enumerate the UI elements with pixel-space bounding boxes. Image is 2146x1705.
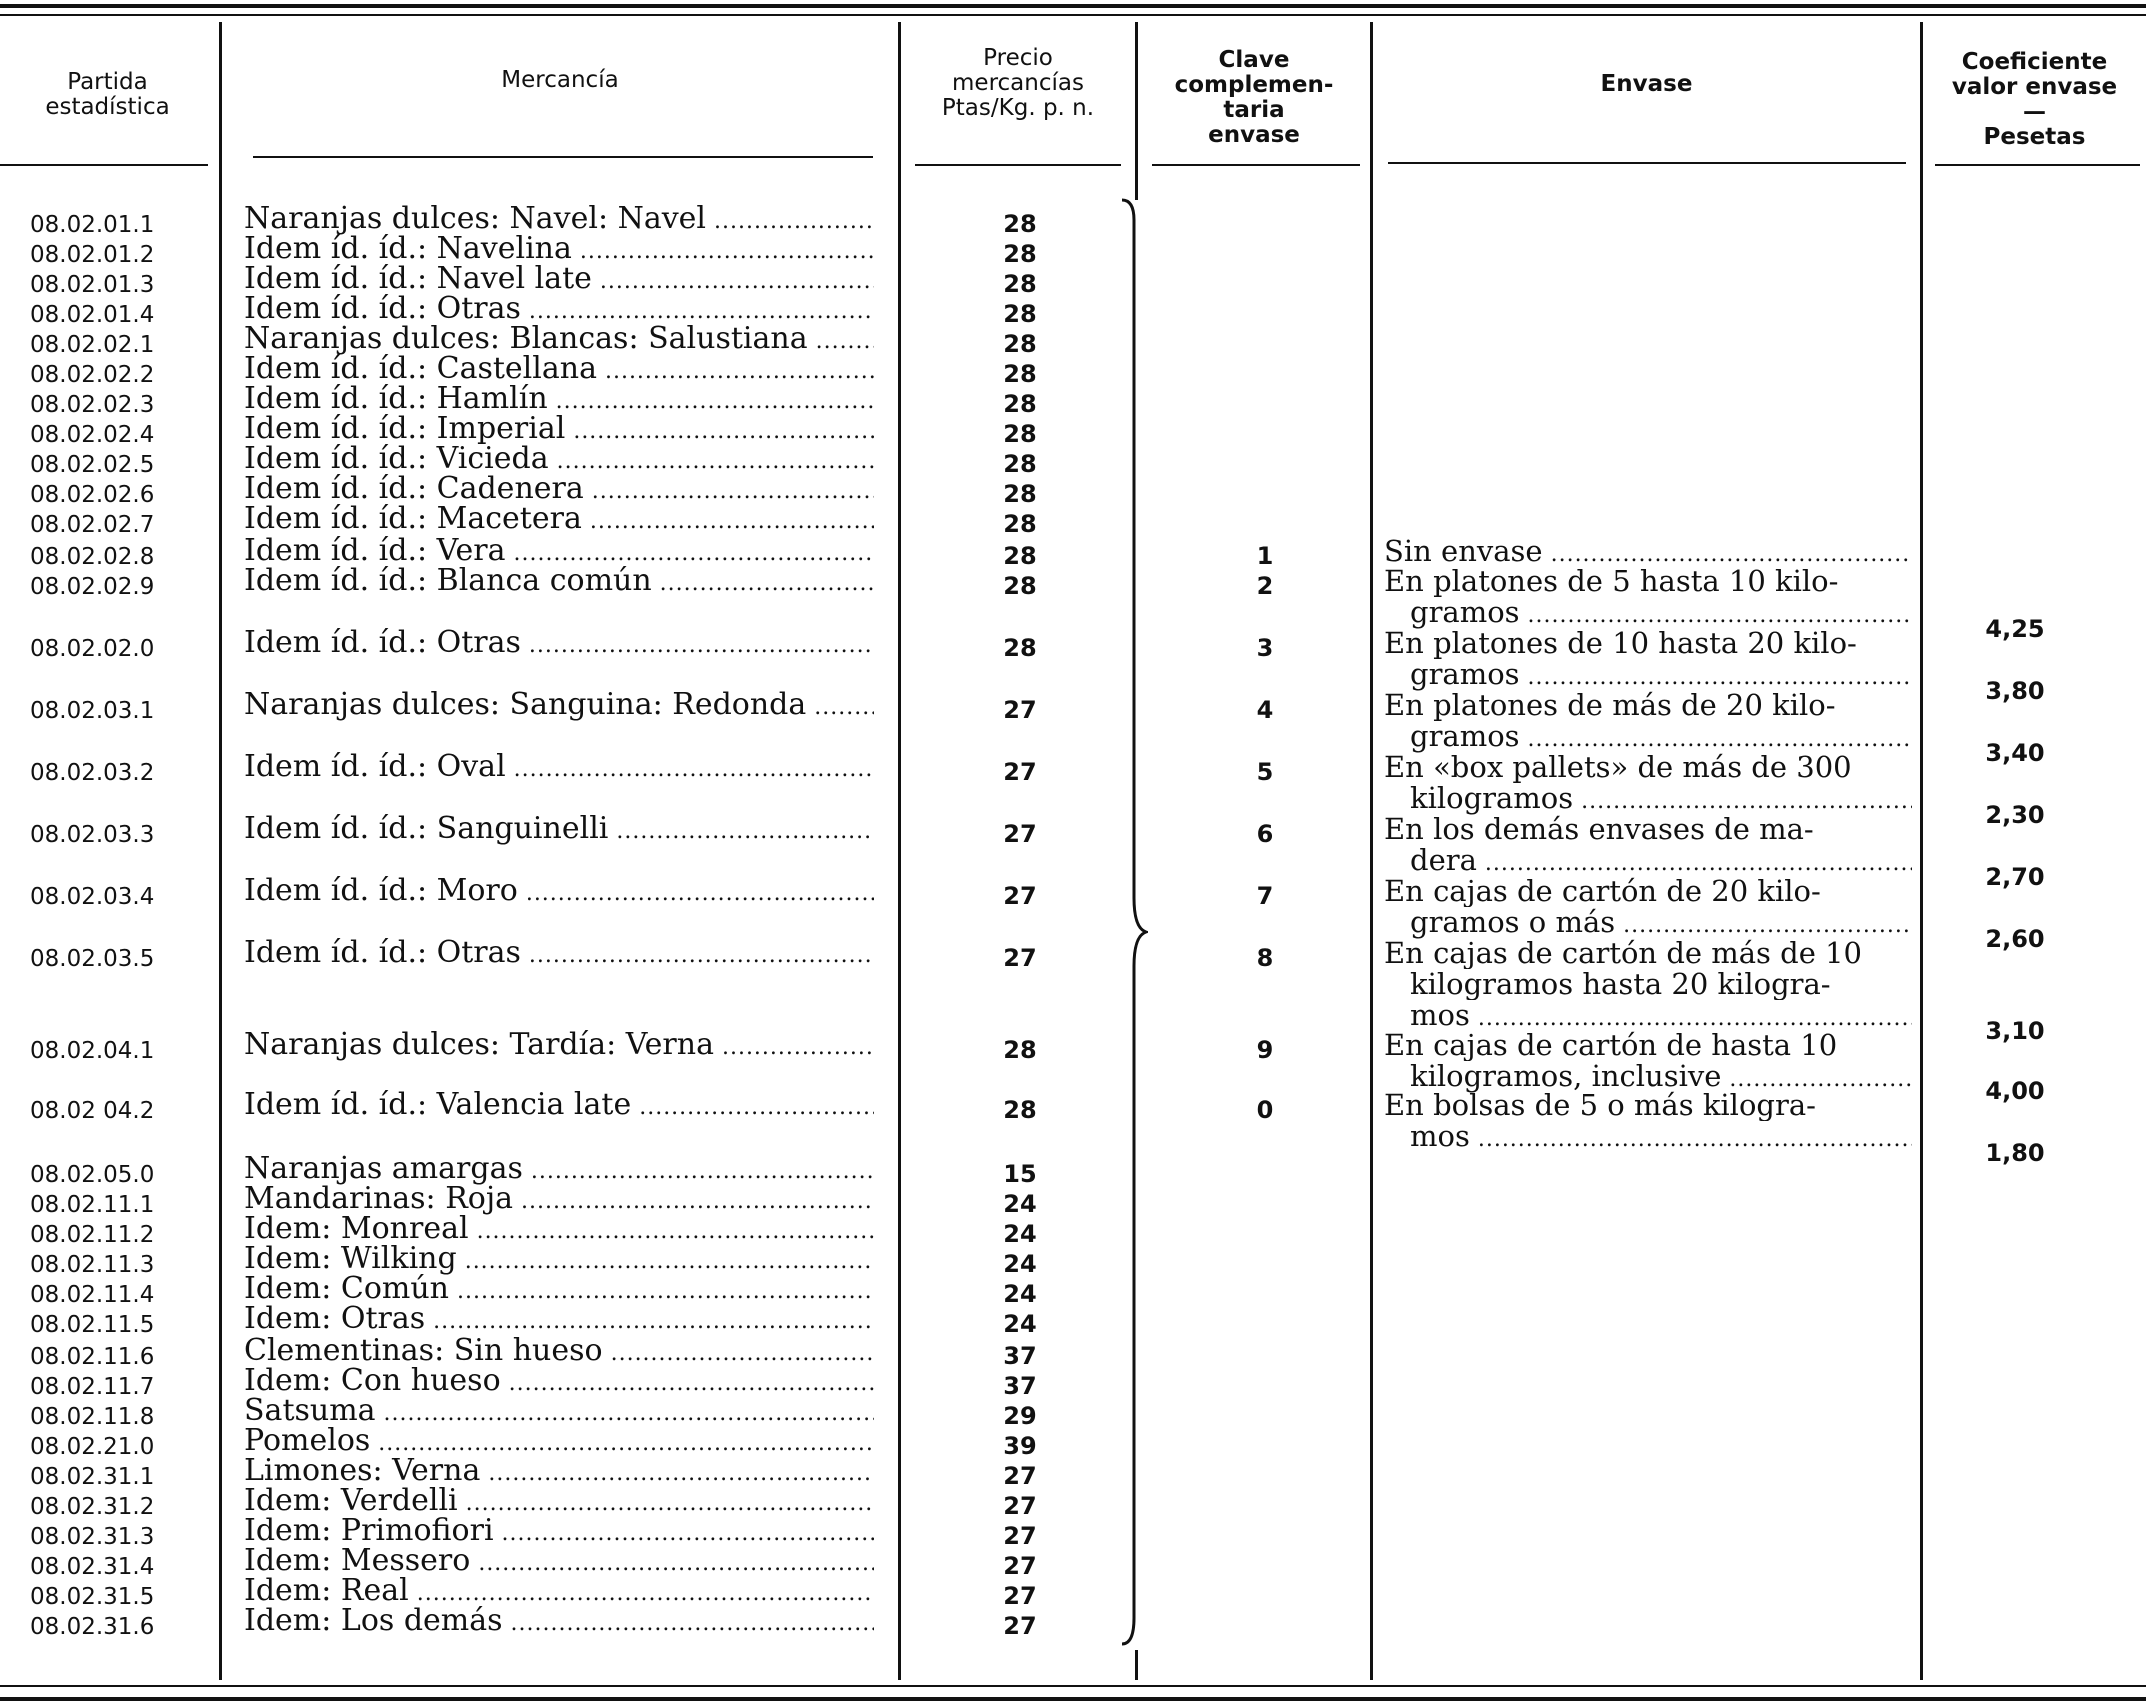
header-underline-partida	[0, 164, 208, 166]
precio-cell: 27	[1003, 1552, 1037, 1580]
header-precio-line: Ptas/Kg. p. n.	[941, 95, 1095, 121]
header-coeficiente-line: valor envase	[1951, 74, 2118, 100]
mercancia-cell: Idem íd. íd.: Navelina .....	[244, 234, 874, 267]
partida-cell: 08.02.01.2	[30, 242, 155, 268]
mercancia-cell: Idem: Verdelli .....	[244, 1486, 874, 1519]
coeficiente-cell: 2,60	[1985, 925, 2045, 953]
precio-cell: 37	[1003, 1372, 1037, 1400]
header-precio	[901, 46, 1135, 121]
brace-icon	[1118, 198, 1148, 1648]
clave-cell: 6	[1256, 820, 1274, 848]
precio-cell: 28	[1003, 330, 1037, 358]
mercancia-cell: Idem: Común .....	[244, 1274, 874, 1307]
envase-line: kilogramos .....	[1410, 783, 1912, 817]
precio-cell: 24	[1003, 1220, 1037, 1248]
coeficiente-cell: 3,40	[1985, 739, 2045, 767]
header-envase	[1373, 72, 1920, 97]
precio-cell: 28	[1003, 300, 1037, 328]
coeficiente-cell: 2,30	[1985, 801, 2045, 829]
header-coeficiente-line: —	[2023, 99, 2046, 125]
precio-cell: 28	[1003, 210, 1037, 238]
mercancia-cell: Idem íd. íd.: Hamlín .....	[244, 384, 874, 417]
partida-cell: 08.02 04.2	[30, 1098, 155, 1124]
mercancia-cell: Naranjas dulces: Navel: Navel .....	[244, 204, 874, 237]
envase-line: En bolsas de 5 o más kilogra-	[1384, 1090, 1816, 1121]
precio-cell: 29	[1003, 1402, 1037, 1430]
header-coeficiente-line: Coeficiente	[1961, 49, 2108, 75]
clave-cell: 3	[1256, 634, 1274, 662]
partida-cell: 08.02.01.3	[30, 272, 155, 298]
mercancia-cell: Idem íd. íd.: Sanguinelli .....	[244, 814, 874, 847]
partida-cell: 08.02.11.8	[30, 1404, 155, 1430]
envase-line: En platones de más de 20 kilo-	[1384, 690, 1836, 721]
partida-cell: 08.02.02.5	[30, 452, 155, 478]
mercancia-cell: Idem íd. íd.: Cadenera .....	[244, 474, 874, 507]
partida-cell: 08.02.02.0	[30, 636, 155, 662]
clave-cell: 8	[1256, 944, 1274, 972]
partida-cell: 08.02.31.4	[30, 1554, 155, 1580]
partida-cell: 08.02.11.4	[30, 1282, 155, 1308]
mercancia-cell: Mandarinas: Roja .....	[244, 1184, 874, 1217]
mercancia-cell: Idem: Con hueso .....	[244, 1366, 874, 1399]
partida-cell: 08.02.31.2	[30, 1494, 155, 1520]
envase-line: gramos .....	[1410, 659, 1912, 693]
envase-line: dera .....	[1410, 845, 1912, 879]
precio-cell: 37	[1003, 1342, 1037, 1370]
precio-cell: 27	[1003, 944, 1037, 972]
mercancia-cell: Idem íd. íd.: Valencia late .....	[244, 1090, 874, 1123]
header-coeficiente-line: Pesetas	[1983, 124, 2086, 150]
mercancia-cell: Idem: Los demás .....	[244, 1606, 874, 1639]
mercancia-cell: Satsuma .....	[244, 1396, 874, 1429]
mercancia-cell: Idem íd. íd.: Blanca común .....	[244, 566, 874, 599]
mercancia-cell: Limones: Verna .....	[244, 1456, 874, 1489]
precio-cell: 28	[1003, 480, 1037, 508]
partida-cell: 08.02.11.6	[30, 1344, 155, 1370]
mercancia-cell: Idem íd. íd.: Oval .....	[244, 752, 874, 785]
partida-cell: 08.02.02.2	[30, 362, 155, 388]
partida-cell: 08.02.02.4	[30, 422, 155, 448]
partida-cell: 08.02.11.7	[30, 1374, 155, 1400]
clave-cell: 0	[1256, 1096, 1274, 1124]
precio-cell: 27	[1003, 1582, 1037, 1610]
header-mercancia	[222, 68, 898, 93]
precio-cell: 27	[1003, 758, 1037, 786]
clave-cell: 2	[1256, 572, 1274, 600]
partida-cell: 08.02.02.7	[30, 512, 155, 538]
mercancia-cell: Naranjas amargas .....	[244, 1154, 874, 1187]
envase-line: mos .....	[1410, 1000, 1912, 1034]
envase-line: En platones de 5 hasta 10 kilo-	[1384, 566, 1839, 597]
mercancia-cell: Pomelos .....	[244, 1426, 874, 1459]
mercancia-cell: Clementinas: Sin hueso .....	[244, 1336, 874, 1369]
partida-cell: 08.02.04.1	[30, 1038, 155, 1064]
mercancia-cell: Idem: Wilking .....	[244, 1244, 874, 1277]
partida-cell: 08.02.31.5	[30, 1584, 155, 1610]
header-clave-line: taria	[1223, 97, 1285, 123]
precio-cell: 24	[1003, 1250, 1037, 1278]
top-rule-thin	[0, 14, 2146, 16]
precio-cell: 27	[1003, 882, 1037, 910]
mercancia-cell: Idem íd. íd.: Otras .....	[244, 294, 874, 327]
header-underline-coeficiente	[1935, 164, 2140, 166]
partida-cell: 08.02.03.3	[30, 822, 155, 848]
envase-line: En los demás envases de ma-	[1384, 814, 1814, 845]
partida-cell: 08.02.02.9	[30, 574, 155, 600]
precio-cell: 27	[1003, 696, 1037, 724]
header-clave-line: Clave	[1218, 47, 1290, 73]
partida-cell: 08.02.21.0	[30, 1434, 155, 1460]
partida-cell: 08.02.11.1	[30, 1192, 155, 1218]
coeficiente-cell: 4,25	[1985, 615, 2045, 643]
partida-cell: 08.02.01.1	[30, 212, 155, 238]
precio-cell: 27	[1003, 1612, 1037, 1640]
precio-cell: 28	[1003, 542, 1037, 570]
partida-cell: 08.02.11.3	[30, 1252, 155, 1278]
partida-cell: 08.02.03.5	[30, 946, 155, 972]
clave-cell: 1	[1256, 542, 1274, 570]
precio-cell: 27	[1003, 820, 1037, 848]
partida-cell: 08.02.11.5	[30, 1312, 155, 1338]
partida-cell: 08.02.03.2	[30, 760, 155, 786]
mercancia-cell: Idem: Real .....	[244, 1576, 874, 1609]
column-divider-4	[1370, 22, 1373, 1680]
precio-cell: 24	[1003, 1310, 1037, 1338]
envase-line: mos .....	[1410, 1121, 1912, 1155]
precio-cell: 28	[1003, 510, 1037, 538]
partida-cell: 08.02.02.8	[30, 544, 155, 570]
bottom-rule-thin	[0, 1685, 2146, 1687]
coeficiente-cell: 2,70	[1985, 863, 2045, 891]
header-partida-line: Partida	[67, 69, 148, 95]
mercancia-cell: Idem íd. íd.: Imperial .....	[244, 414, 874, 447]
precio-cell: 27	[1003, 1522, 1037, 1550]
precio-cell: 15	[1003, 1160, 1037, 1188]
partida-cell: 08.02.03.1	[30, 698, 155, 724]
header-precio-line: Precio	[983, 45, 1053, 71]
envase-line: gramos .....	[1410, 597, 1912, 631]
header-clave-line: complemen-	[1174, 72, 1334, 98]
precio-cell: 28	[1003, 634, 1037, 662]
precio-cell: 24	[1003, 1280, 1037, 1308]
column-divider-2	[898, 22, 901, 1680]
mercancia-cell: Idem íd. íd.: Otras .....	[244, 938, 874, 971]
coeficiente-cell: 3,80	[1985, 677, 2045, 705]
envase-line: En cajas de cartón de más de 10	[1384, 938, 1863, 969]
mercancia-cell: Idem: Monreal .....	[244, 1214, 874, 1247]
mercancia-cell: Idem íd. íd.: Vera .....	[244, 536, 874, 569]
precio-cell: 28	[1003, 572, 1037, 600]
column-divider-1	[219, 22, 222, 1680]
partida-cell: 08.02.02.6	[30, 482, 155, 508]
envase-line: En cajas de cartón de 20 kilo-	[1384, 876, 1821, 907]
precio-cell: 39	[1003, 1432, 1037, 1460]
envase-line: Sin envase .....	[1384, 536, 1912, 570]
column-divider-3-lower	[1135, 1650, 1138, 1680]
header-mercancia-label: Mercancía	[501, 67, 619, 93]
precio-cell: 28	[1003, 420, 1037, 448]
partida-cell: 08.02.31.6	[30, 1614, 155, 1640]
clave-cell: 5	[1256, 758, 1274, 786]
partida-cell: 08.02.02.3	[30, 392, 155, 418]
top-rule-thick	[0, 4, 2146, 8]
partida-cell: 08.02.05.0	[30, 1162, 155, 1188]
header-clave	[1138, 48, 1370, 148]
precio-cell: 28	[1003, 360, 1037, 388]
precio-cell: 28	[1003, 390, 1037, 418]
header-underline-clave	[1152, 164, 1360, 166]
envase-line: kilogramos, inclusive .....	[1410, 1061, 1912, 1095]
mercancia-cell: Naranjas dulces: Sanguina: Redonda .....	[244, 690, 874, 723]
mercancia-cell: Naranjas dulces: Tardía: Verna .....	[244, 1030, 874, 1063]
clave-cell: 9	[1256, 1036, 1274, 1064]
precio-cell: 28	[1003, 270, 1037, 298]
precio-cell: 28	[1003, 240, 1037, 268]
envase-line: kilogramos hasta 20 kilogra-	[1410, 969, 1831, 1000]
partida-cell: 08.02.02.1	[30, 332, 155, 358]
bottom-rule-thick	[0, 1697, 2146, 1701]
precio-cell: 28	[1003, 1036, 1037, 1064]
mercancia-cell: Idem íd. íd.: Castellana .....	[244, 354, 874, 387]
mercancia-cell: Idem: Otras .....	[244, 1304, 874, 1337]
mercancia-cell: Idem íd. íd.: Macetera .....	[244, 504, 874, 537]
precio-cell: 27	[1003, 1492, 1037, 1520]
clave-cell: 7	[1256, 882, 1274, 910]
coeficiente-cell: 1,80	[1985, 1139, 2045, 1167]
clave-cell: 4	[1256, 696, 1274, 724]
header-underline-mercancia	[253, 156, 873, 158]
header-precio-line: mercancías	[952, 70, 1084, 96]
mercancia-cell: Idem: Primofiori .....	[244, 1516, 874, 1549]
envase-line: gramos .....	[1410, 721, 1912, 755]
partida-cell: 08.02.01.4	[30, 302, 155, 328]
envase-line: gramos o más .....	[1410, 907, 1912, 941]
coeficiente-cell: 4,00	[1985, 1077, 2045, 1105]
header-envase-label: Envase	[1600, 71, 1693, 97]
precio-cell: 28	[1003, 450, 1037, 478]
precio-cell: 24	[1003, 1190, 1037, 1218]
header-clave-line: envase	[1208, 122, 1300, 148]
envase-line: En platones de 10 hasta 20 kilo-	[1384, 628, 1857, 659]
column-divider-5	[1920, 22, 1923, 1680]
envase-line: En «box pallets» de más de 300	[1384, 752, 1852, 783]
mercancia-cell: Idem íd. íd.: Otras .....	[244, 628, 874, 661]
partida-cell: 08.02.11.2	[30, 1222, 155, 1248]
partida-cell: 08.02.03.4	[30, 884, 155, 910]
partida-cell: 08.02.31.3	[30, 1524, 155, 1550]
precio-cell: 27	[1003, 1462, 1037, 1490]
precio-cell: 28	[1003, 1096, 1037, 1124]
partida-cell: 08.02.31.1	[30, 1464, 155, 1490]
coeficiente-cell: 3,10	[1985, 1017, 2045, 1045]
mercancia-cell: Idem íd. íd.: Vicieda .....	[244, 444, 874, 477]
mercancia-cell: Idem: Messero .....	[244, 1546, 874, 1579]
envase-line: En cajas de cartón de hasta 10	[1384, 1030, 1838, 1061]
header-partida-line: estadística	[45, 94, 170, 120]
mercancia-cell: Idem íd. íd.: Moro .....	[244, 876, 874, 909]
mercancia-cell: Idem íd. íd.: Navel late .....	[244, 264, 874, 297]
header-coeficiente	[1923, 50, 2146, 150]
header-underline-envase	[1388, 162, 1906, 164]
header-underline-precio	[915, 164, 1121, 166]
mercancia-cell: Naranjas dulces: Blancas: Salustiana .....	[244, 324, 874, 357]
header-partida	[0, 70, 215, 120]
